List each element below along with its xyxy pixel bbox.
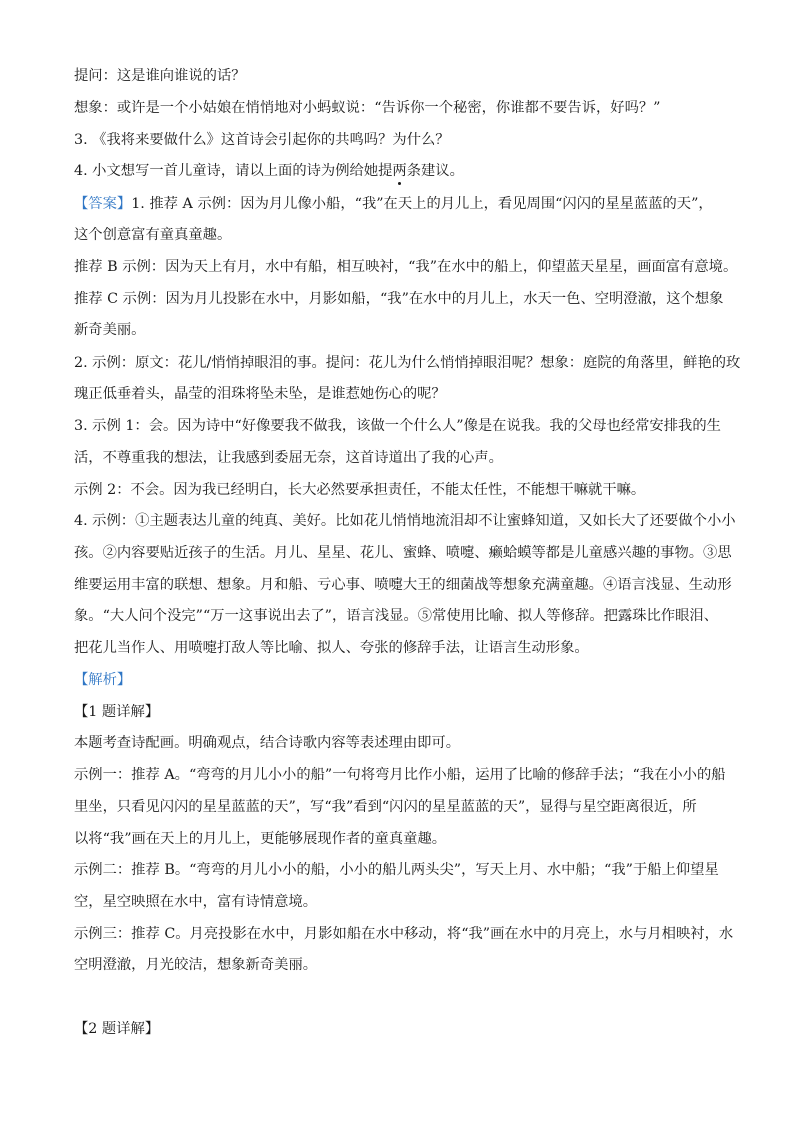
section-2-heading: 【2 题详解】 (74, 1021, 160, 1037)
question-4-line (74, 161, 724, 181)
question-3-line: 3. 《我将来要做什么》这首诗会引起你的共鸣吗？为什么？ (74, 132, 450, 148)
answer-3-line-a: 3. 示例 1：会。因为诗中“好像要我不做我，该做一个什么人”像是在说我。我的父母也经常安排我的生 (74, 418, 721, 434)
answer-4-line-a: 4. 示例：①主题表达儿童的纯真、美好。比如花儿悄悄地流泪却不让蜜蜂知道，又如长大了还要做个小小 (74, 513, 736, 529)
question-4-text-after: 条建议。 (406, 163, 464, 179)
analysis-1-example1-b: 里坐，只看见闪闪的星星蓝蓝的天”，写“我”看到“闪闪的星星蓝蓝的天”，显得与星空距离很近，所 (74, 799, 697, 815)
answer-1-line-b: 这个创意富有童真童趣。 (74, 227, 232, 243)
section-1-heading: 【1 题详解】 (74, 704, 160, 720)
answer-4-line-d: 象。“大人问个没完”“万一这事说出去了”，语言浅显。⑤常使用比喻、拟人等修辞。把露珠比作眼泪、 (74, 608, 718, 624)
analysis-label: 【解析】 (74, 672, 132, 688)
analysis-1-example3-b: 空明澄澈，月光皎洁，想象新奇美丽。 (74, 957, 318, 973)
analysis-1-example1-a: 示例一：推荐 A。“弯弯的月儿小小的船”一句将弯月比作小船，运用了比喻的修辞手法；“我在小小的船 (74, 767, 726, 783)
analysis-1-example1-c: 以将“我”画在天上的月儿上，更能够展现作者的童真童趣。 (74, 831, 447, 847)
answer-1-line-e: 新奇美丽。 (74, 322, 146, 338)
answer-label: 【答案】 (74, 196, 132, 212)
analysis-1-example2-b: 空，星空映照在水中，富有诗情意境。 (74, 894, 318, 910)
question-prompt-line: 提问：这是谁向谁说的话？ (74, 68, 246, 84)
answer-4-line-c: 维要运用丰富的联想、想象。月和船、亏心事、喷嚏大王的细菌战等想象充满童趣。④语言浅显、生动形 (74, 577, 732, 593)
answer-4-line-e: 把花儿当作人、用喷嚏打敌人等比喻、拟人、夸张的修辞手法，让语言生动形象。 (74, 640, 589, 656)
answer-1-line-c: 推荐 B 示例：因为天上有月，水中有船，相互映衬，“我”在水中的船上，仰望蓝天星星，画面富有意境。 (74, 259, 738, 275)
answer-1-text: 1. 推荐 A 示例：因为月儿像小船，“我”在天上的月儿上，看见周围“闪闪的星星蓝蓝的天”， (131, 196, 713, 212)
answer-1-line-a (74, 194, 724, 214)
answer-1-line-d: 推荐 C 示例：因为月儿投影在水中，月影如船，“我”在水中的月儿上，水天一色、空明澄澈，这个想象 (74, 291, 724, 307)
answer-3-line-c: 示例 2：不会。因为我已经明白，长大必然要承担责任，不能太任性，不能想干嘛就干嘛。 (74, 482, 646, 498)
analysis-1-intro: 本题考查诗配画。明确观点，结合诗歌内容等表述理由即可。 (74, 735, 461, 751)
answer-3-line-b: 活，不尊重我的想法，让我感到委屈无奈，这首诗道出了我的心声。 (74, 450, 503, 466)
analysis-1-example3-a: 示例三：推荐 C。月亮投影在水中，月影如船在水中移动，将“我”画在水中的月亮上，水与月相映衬，水 (74, 926, 734, 942)
answer-4-line-b: 孩。②内容要贴近孩子的生活。月儿、星星、花儿、蜜蜂、喷嚏、癞蛤蟆等都是儿童感兴趣的事物。③思 (74, 545, 732, 561)
answer-2-line-b: 瑰正低垂着头，晶莹的泪珠将坠未坠，是谁惹她伤心的呢？ (74, 386, 446, 402)
emphasis-dot-char: 两 (392, 163, 407, 179)
analysis-1-example2-a: 示例二：推荐 B。“弯弯的月儿小小的船，小小的船儿两头尖”，写天上月、水中船；“我”于船上仰望星 (74, 862, 719, 878)
question-4-text-before: 4. 小文想写一首儿童诗，请以上面的诗为例给她提 (74, 163, 393, 179)
imagination-example-line: 想象：或许是一个小姑娘在悄悄地对小蚂蚁说：“告诉你一个秘密，你谁都不要告诉，好吗？” (74, 100, 661, 116)
answer-2-line-a: 2. 示例：原文：花儿/悄悄掉眼泪的事。提问：花儿为什么悄悄掉眼泪呢？想象：庭院的角落里，鲜艳的玫 (74, 355, 741, 371)
